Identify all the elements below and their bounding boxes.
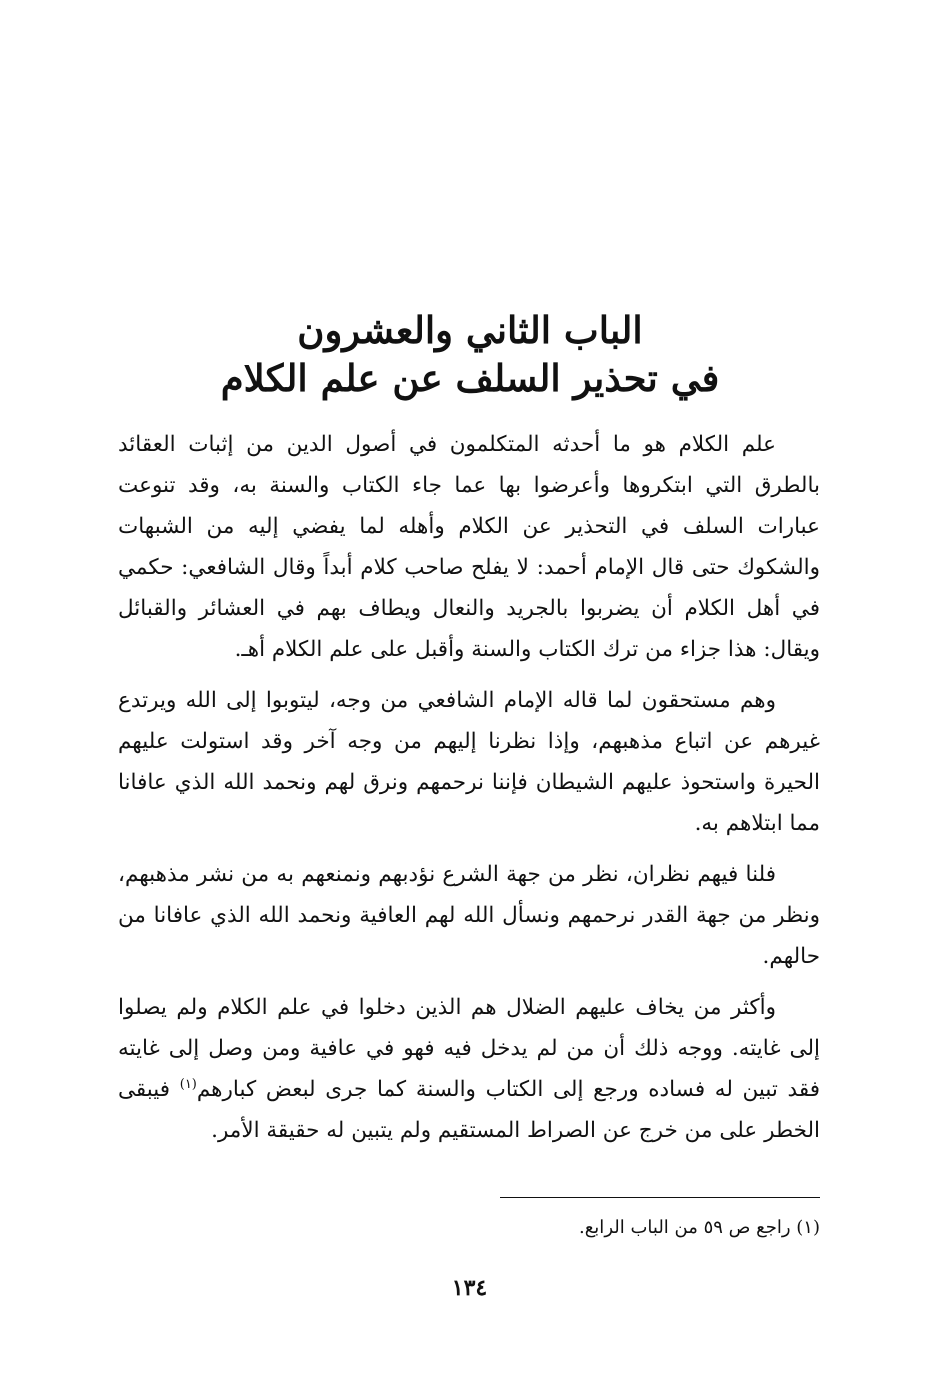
paragraph-4-continuation: فيبقى الخطر على من خرج عن الصراط المستقيم ولم يتبين له حقيقة الأمر. (118, 1077, 820, 1143)
paragraph-3: فلنا فيهم نظران، نظر من جهة الشرع نؤدبهم ونمنعهم به من نشر مذهبهم، ونظر من جهة القدر نرحمهم ونسأل الله لهم العافية ونحمد الله الذي عافانا من حالهم. (118, 862, 820, 969)
paragraph-1: علم الكلام هو ما أحدثه المتكلمون في أصول الدين من إثبات العقائد بالطرق التي ابتكروها وأعرضوا بها عما جاء الكتاب والسنة به، وقد تنوعت عبارات السلف في التحذير عن الكلام وأهله لما يفضي إليه من الشبهات والشكوك حتى قال الإمام أحمد: لا يفلح صاحب كلام أبداً وقال الشافعي: حكمي في أهل الكلام أن يضربوا بالجريد والنعال ويطاف بهم في العشائر والقبائل ويقال: هذا جزاء من ترك الكتاب والسنة وأقبل على علم الكلام أهـ. (118, 432, 820, 662)
chapter-heading (120, 306, 820, 402)
footnote: (١) راجع ص ٥٩ من الباب الرابع. (579, 1217, 820, 1238)
paragraph-4-text: وأكثر من يخاف عليهم الضلال هم الذين دخلوا في علم الكلام ولم يصلوا إلى غايته. ووجه ذلك أن من لم يدخل فيه فهو في عافية ومن وصل إلى غايته فقد تبين له فساده ورجع إلى الكتاب والسنة كما جرى لبعض كبارهم (118, 995, 820, 1102)
chapter-subtitle: في تحذير السلف عن علم الكلام (220, 356, 720, 400)
body-text (118, 424, 820, 1161)
page-number: ١٣٤ (451, 1275, 488, 1301)
footnote-divider (500, 1197, 820, 1198)
paragraph-2: وهم مستحقون لما قاله الإمام الشافعي من وجه، ليتوبوا إلى الله ويرتدع غيرهم عن اتباع مذهبهم، وإذا نظرنا إليهم من وجه آخر وقد استولت عليهم الحيرة واستحوذ عليهم الشيطان فإننا نرحمهم ونرق لهم ونحمد الله الذي عافانا مما ابتلاهم به. (118, 688, 820, 836)
chapter-title: الباب الثاني والعشرون (297, 308, 643, 352)
paragraph-4 (118, 987, 820, 1151)
footnote-reference-marker: (١) (179, 1076, 197, 1092)
